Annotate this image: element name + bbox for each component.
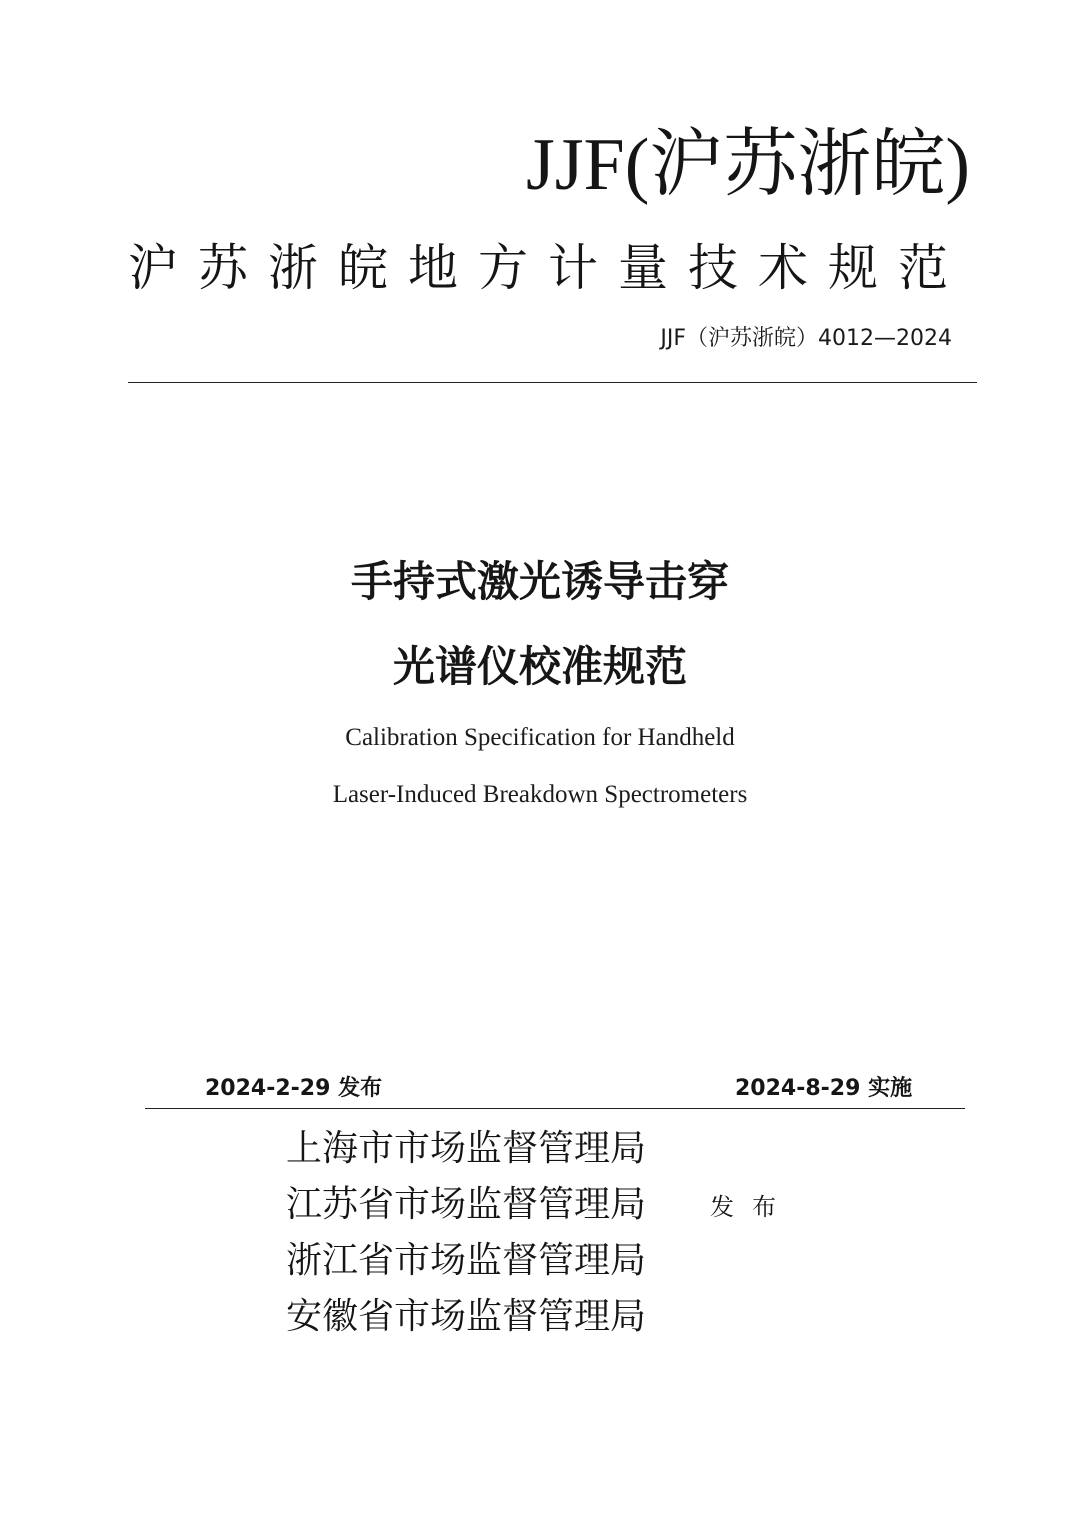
title-zh-line-1: 手持式激光诱导击穿 [350, 557, 729, 606]
issue-date: 2024-2-29 发布 [205, 1076, 383, 1101]
footer-divider [145, 1108, 965, 1109]
title-en-line-1: Calibration Specification for Handheld [345, 724, 735, 751]
publish-label: 发布 [710, 1193, 794, 1221]
jjf-mark: JJF(沪苏浙皖) [525, 124, 970, 206]
standard-code: JJF（沪苏浙皖）4012—2024 [660, 326, 952, 351]
title-en-line-2: Laser-Induced Breakdown Spectrometers [332, 781, 748, 808]
issuer-jiangsu: 江苏省市场监督管理局 [286, 1184, 647, 1225]
issuer-anhui: 安徽省市场监督管理局 [286, 1296, 647, 1337]
issuer-shanghai: 上海市市场监督管理局 [286, 1128, 647, 1169]
issuer-zhejiang: 浙江省市场监督管理局 [286, 1240, 647, 1281]
title-zh-line-2: 光谱仪校准规范 [392, 642, 687, 691]
header-divider [128, 382, 977, 383]
series-title: 沪苏浙皖地方计量技术规范 [128, 239, 968, 297]
implementation-date: 2024-8-29 实施 [735, 1076, 913, 1101]
